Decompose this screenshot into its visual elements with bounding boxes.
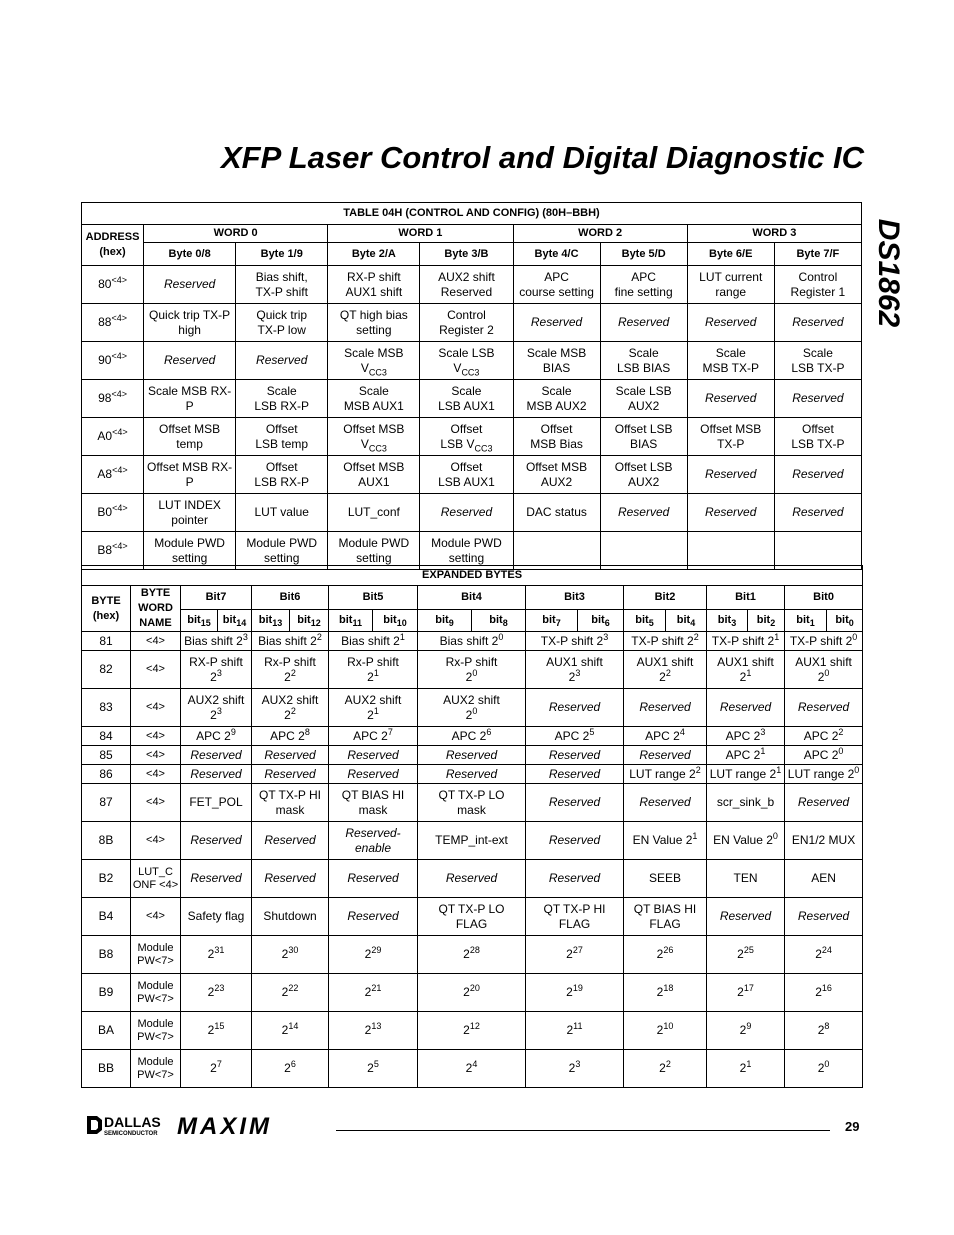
- address-cell: $98^{<4>}$: [82, 380, 144, 418]
- bit-cell: TEMP_int-ext: [418, 822, 526, 860]
- register-cell: Scale LSB AUX2: [600, 380, 687, 418]
- byte-cell: BB: [82, 1050, 131, 1088]
- bit-cell: QT BIAS HI FLAG: [624, 898, 707, 936]
- bit-cell: Reserved: [526, 822, 624, 860]
- bit-cell: Reserved: [329, 765, 418, 784]
- subbit-header: bit$_{14}$: [218, 610, 252, 632]
- subbit-header: bit$_{10}$: [373, 610, 418, 632]
- table-row: [82, 494, 862, 532]
- subbit-header: bit$_4$: [666, 610, 707, 632]
- address-cell: $88^{<4>}$: [82, 304, 144, 342]
- register-cell: Offset LSB BIAS: [600, 418, 687, 456]
- footer-rule: [336, 1130, 830, 1131]
- bit-cell: TX-P shift $2^1$: [707, 632, 785, 651]
- byte-name-cell: Module PW<7>: [131, 974, 181, 1012]
- bit-cell: Reserved: [707, 689, 785, 727]
- bit-cell: QT TX-P LO mask: [418, 784, 526, 822]
- byte-header: Byte 6/E: [687, 243, 774, 266]
- bit-cell: Reserved: [526, 784, 624, 822]
- table-row: [82, 342, 862, 380]
- bit-cell: AUX2 shift $2^0$: [418, 689, 526, 727]
- table-row: [82, 1050, 863, 1088]
- register-cell: Scale MSB RX-P: [144, 380, 236, 418]
- part-number: DS1862: [872, 218, 905, 327]
- bit-cell: Reserved: [785, 689, 863, 727]
- table-row: [82, 765, 863, 784]
- register-cell: Reserved: [420, 494, 513, 532]
- table-row: [82, 974, 863, 1012]
- register-cell: Reserved: [774, 380, 861, 418]
- register-cell: Offset MSB AUX1: [328, 456, 420, 494]
- subbit-header: bit$_{15}$: [181, 610, 218, 632]
- byte-name-cell: Module PW<7>: [131, 1012, 181, 1050]
- byte-header: Byte 5/D: [600, 243, 687, 266]
- byte-cell: 83: [82, 689, 131, 727]
- bit-cell: RX-P shift $2^3$: [181, 651, 252, 689]
- bit-cell: SEEB: [624, 860, 707, 898]
- bit-cell: $2^6$: [252, 1050, 329, 1088]
- bit-cell: Reserved: [526, 746, 624, 765]
- bit-cell: Reserved: [526, 860, 624, 898]
- bit-cell: APC $2^6$: [418, 727, 526, 746]
- register-cell: Scale MSB BIAS: [513, 342, 600, 380]
- byte-name-cell: Module PW<7>: [131, 936, 181, 974]
- bit-cell: APC $2^3$: [707, 727, 785, 746]
- control-config-table: [81, 202, 862, 570]
- byte-header: BYTE (hex): [82, 586, 131, 632]
- bit-cell: Reserved: [526, 689, 624, 727]
- register-cell: [513, 532, 600, 570]
- bit-cell: $2^{28}$: [418, 936, 526, 974]
- register-cell: Control Register 1: [774, 266, 861, 304]
- register-cell: Module PWD setting: [420, 532, 513, 570]
- bit-cell: $2^{31}$: [181, 936, 252, 974]
- register-cell: Quick trip TX-P high: [144, 304, 236, 342]
- register-cell: QT high bias setting: [328, 304, 420, 342]
- table-caption: TABLE 04H (CONTROL AND CONFIG) (80H–BBH): [82, 203, 862, 225]
- register-cell: LUT value: [236, 494, 328, 532]
- bit-cell: Reserved: [418, 746, 526, 765]
- subbit-header: bit$_{12}$: [290, 610, 329, 632]
- table-row: [82, 784, 863, 822]
- bit-cell: $2^{18}$: [624, 974, 707, 1012]
- bit-cell: AUX1 shift $2^1$: [707, 651, 785, 689]
- register-cell: Offset LSB temp: [236, 418, 328, 456]
- subbit-header: bit$_{11}$: [329, 610, 373, 632]
- bit-cell: QT TX-P HI mask: [252, 784, 329, 822]
- register-cell: Scale MSB AUX2: [513, 380, 600, 418]
- bit-cell: $2^{27}$: [526, 936, 624, 974]
- register-cell: Offset LSB AUX1: [420, 456, 513, 494]
- bit-cell: TX-P shift $2^0$: [785, 632, 863, 651]
- byte-word-name-header: BYTE WORD NAME: [131, 586, 181, 632]
- byte-cell: 81: [82, 632, 131, 651]
- register-cell: Scale LSB TX-P: [774, 342, 861, 380]
- word-header: WORD 3: [687, 225, 861, 243]
- bit-cell: AUX2 shift $2^2$: [252, 689, 329, 727]
- bit-cell: $2^{25}$: [707, 936, 785, 974]
- byte-name-cell: <4>: [131, 746, 181, 765]
- register-cell: Offset LSB TX-P: [774, 418, 861, 456]
- byte-name-cell: <4>: [131, 651, 181, 689]
- register-cell: Reserved: [600, 304, 687, 342]
- table-row: [82, 632, 863, 651]
- register-cell: APC course setting: [513, 266, 600, 304]
- bit-cell: Reserved: [252, 746, 329, 765]
- bit-cell: LUT range $2^0$: [785, 765, 863, 784]
- table-row: [82, 266, 862, 304]
- page-number: 29: [845, 1119, 860, 1134]
- byte-cell: 84: [82, 727, 131, 746]
- word-header: WORD 2: [513, 225, 687, 243]
- register-cell: Reserved: [774, 456, 861, 494]
- register-cell: Reserved: [687, 380, 774, 418]
- byte-name-cell: <4>: [131, 765, 181, 784]
- bit-cell: Reserved: [418, 860, 526, 898]
- table-caption: EXPANDED BYTES: [82, 566, 863, 586]
- bit-cell: scr_sink_b: [707, 784, 785, 822]
- bit-cell: APC $2^8$: [252, 727, 329, 746]
- bit-cell: FET_POL: [181, 784, 252, 822]
- page-title: XFP Laser Control and Digital Diagnostic IC: [220, 140, 864, 175]
- bit-cell: Reserved: [329, 898, 418, 936]
- bit-cell: Bias shift $2^2$: [252, 632, 329, 651]
- bit-cell: $2^{10}$: [624, 1012, 707, 1050]
- svg-text:DALLAS: DALLAS: [104, 1114, 161, 1130]
- byte-name-cell: <4>: [131, 822, 181, 860]
- bit-cell: Reserved- enable: [329, 822, 418, 860]
- address-cell: $B0^{<4>}$: [82, 494, 144, 532]
- byte-cell: 85: [82, 746, 131, 765]
- table-row: [82, 822, 863, 860]
- bit-cell: Reserved: [252, 822, 329, 860]
- bit-header: Bit1: [707, 586, 785, 610]
- bit-cell: TX-P shift $2^2$: [624, 632, 707, 651]
- register-cell: Module PWD setting: [236, 532, 328, 570]
- subbit-header: bit$_0$: [827, 610, 863, 632]
- subbit-header: bit$_{13}$: [252, 610, 290, 632]
- register-cell: [774, 532, 861, 570]
- bit-cell: $2^{14}$: [252, 1012, 329, 1050]
- bit-cell: QT TX-P LO FLAG: [418, 898, 526, 936]
- register-cell: [600, 532, 687, 570]
- byte-header: Byte 1/9: [236, 243, 328, 266]
- subbit-header: bit$_1$: [785, 610, 827, 632]
- bit-cell: Rx-P shift $2^2$: [252, 651, 329, 689]
- register-cell: Reserved: [144, 342, 236, 380]
- bit-cell: $2^{17}$: [707, 974, 785, 1012]
- subbit-header: bit$_2$: [748, 610, 785, 632]
- bit-cell: $2^5$: [329, 1050, 418, 1088]
- bit-cell: TX-P shift $2^3$: [526, 632, 624, 651]
- register-cell: LUT INDEX pointer: [144, 494, 236, 532]
- bit-cell: Reserved: [329, 746, 418, 765]
- bit-cell: Reserved: [785, 898, 863, 936]
- bit-cell: $2^{24}$: [785, 936, 863, 974]
- register-cell: Module PWD setting: [328, 532, 420, 570]
- word-header: WORD 0: [144, 225, 328, 243]
- bit-cell: $2^{16}$: [785, 974, 863, 1012]
- byte-header: Byte 0/8: [144, 243, 236, 266]
- bit-cell: APC $2^7$: [329, 727, 418, 746]
- address-cell: $90^{<4>}$: [82, 342, 144, 380]
- dallas-logo-icon: [87, 1116, 102, 1134]
- address-cell: $B8^{<4>}$: [82, 532, 144, 570]
- table-row: [82, 860, 863, 898]
- bit-cell: Reserved: [707, 898, 785, 936]
- byte-header: Byte 3/B: [420, 243, 513, 266]
- bit-cell: $2^{30}$: [252, 936, 329, 974]
- bit-header: Bit3: [526, 586, 624, 610]
- register-cell: Reserved: [600, 494, 687, 532]
- bit-cell: Reserved: [329, 860, 418, 898]
- subbit-header: bit$_5$: [624, 610, 666, 632]
- byte-name-cell: LUT_C ONF <4>: [131, 860, 181, 898]
- register-cell: Reserved: [236, 342, 328, 380]
- register-cell: Reserved: [774, 494, 861, 532]
- bit-cell: QT BIAS HI mask: [329, 784, 418, 822]
- register-cell: Offset MSB $V_{CC3}$: [328, 418, 420, 456]
- byte-cell: B8: [82, 936, 131, 974]
- register-cell: Scale MSB TX-P: [687, 342, 774, 380]
- bit-cell: EN1/2 MUX: [785, 822, 863, 860]
- bit-cell: LUT range $2^1$: [707, 765, 785, 784]
- table-row: [82, 1012, 863, 1050]
- bit-cell: QT TX-P HI FLAG: [526, 898, 624, 936]
- bit-cell: Safety flag: [181, 898, 252, 936]
- byte-name-cell: <4>: [131, 898, 181, 936]
- bit-cell: $2^{23}$: [181, 974, 252, 1012]
- byte-name-cell: Module PW<7>: [131, 1050, 181, 1088]
- register-cell: Reserved: [687, 304, 774, 342]
- bit-cell: Reserved: [624, 746, 707, 765]
- bit-header: Bit2: [624, 586, 707, 610]
- bit-header: Bit7: [181, 586, 252, 610]
- bit-cell: LUT range $2^2$: [624, 765, 707, 784]
- table-row: [82, 456, 862, 494]
- register-cell: Reserved: [687, 456, 774, 494]
- register-cell: Quick trip TX-P low: [236, 304, 328, 342]
- svg-text:MAXIM: MAXIM: [177, 1113, 272, 1138]
- bit-cell: APC $2^9$: [181, 727, 252, 746]
- register-cell: Offset LSB RX-P: [236, 456, 328, 494]
- bit-cell: APC $2^2$: [785, 727, 863, 746]
- register-cell: Offset LSB $V_{CC3}$: [420, 418, 513, 456]
- table-row: [82, 746, 863, 765]
- register-cell: LUT_conf: [328, 494, 420, 532]
- subbit-header: bit$_7$: [526, 610, 578, 632]
- subbit-header: bit$_8$: [472, 610, 526, 632]
- bit-cell: Bias shift $2^0$: [418, 632, 526, 651]
- bit-header: Bit4: [418, 586, 526, 610]
- byte-name-cell: <4>: [131, 784, 181, 822]
- expanded-bytes-table: [81, 565, 863, 1088]
- word-header: WORD 1: [328, 225, 513, 243]
- byte-cell: 86: [82, 765, 131, 784]
- table-row: [82, 727, 863, 746]
- table-row: [82, 651, 863, 689]
- byte-cell: 8B: [82, 822, 131, 860]
- address-header: ADDRESS (hex): [82, 225, 144, 266]
- bit-cell: Reserved: [181, 746, 252, 765]
- bit-cell: Reserved: [624, 784, 707, 822]
- bit-cell: APC $2^1$: [707, 746, 785, 765]
- register-cell: Control Register 2: [420, 304, 513, 342]
- register-cell: Reserved: [144, 266, 236, 304]
- bit-cell: AEN: [785, 860, 863, 898]
- bit-cell: AUX2 shift $2^3$: [181, 689, 252, 727]
- byte-cell: BA: [82, 1012, 131, 1050]
- bit-cell: AUX2 shift $2^1$: [329, 689, 418, 727]
- bit-header: Bit5: [329, 586, 418, 610]
- address-cell: $80^{<4>}$: [82, 266, 144, 304]
- byte-header: Byte 4/C: [513, 243, 600, 266]
- bit-cell: $2^7$: [181, 1050, 252, 1088]
- bit-cell: $2^{29}$: [329, 936, 418, 974]
- bit-cell: Reserved: [252, 765, 329, 784]
- bit-cell: $2^9$: [707, 1012, 785, 1050]
- bit-cell: Reserved: [785, 784, 863, 822]
- byte-header: Byte 7/F: [774, 243, 861, 266]
- table-row: [82, 380, 862, 418]
- bit-cell: Rx-P shift $2^1$: [329, 651, 418, 689]
- table-row: [82, 898, 863, 936]
- bit-cell: EN Value $2^1$: [624, 822, 707, 860]
- bit-cell: $2^{19}$: [526, 974, 624, 1012]
- table-row: [82, 689, 863, 727]
- svg-text:SEMICONDUCTOR: SEMICONDUCTOR: [104, 1131, 158, 1137]
- register-cell: Scale MSB $V_{CC3}$: [328, 342, 420, 380]
- table-row: [82, 936, 863, 974]
- bit-cell: TEN: [707, 860, 785, 898]
- bit-cell: $2^{22}$: [252, 974, 329, 1012]
- subbit-header: bit$_3$: [707, 610, 748, 632]
- bit-cell: $2^{21}$: [329, 974, 418, 1012]
- subbit-header: bit$_9$: [418, 610, 472, 632]
- register-cell: Scale LSB BIAS: [600, 342, 687, 380]
- bit-cell: Rx-P shift $2^0$: [418, 651, 526, 689]
- byte-cell: B4: [82, 898, 131, 936]
- address-cell: $A0^{<4>}$: [82, 418, 144, 456]
- dallas-maxim-logo: [85, 1112, 330, 1138]
- register-cell: Scale LSB $V_{CC3}$: [420, 342, 513, 380]
- bit-cell: $2^{12}$: [418, 1012, 526, 1050]
- register-cell: Offset MSB Bias: [513, 418, 600, 456]
- register-cell: Reserved: [774, 304, 861, 342]
- byte-cell: 87: [82, 784, 131, 822]
- bit-cell: Bias shift $2^3$: [181, 632, 252, 651]
- bit-cell: EN Value $2^0$: [707, 822, 785, 860]
- table-row: [82, 304, 862, 342]
- bit-cell: $2^{26}$: [624, 936, 707, 974]
- byte-cell: B9: [82, 974, 131, 1012]
- byte-header: Byte 2/A: [328, 243, 420, 266]
- register-cell: Scale MSB AUX1: [328, 380, 420, 418]
- bit-cell: $2^3$: [526, 1050, 624, 1088]
- register-cell: Offset LSB AUX2: [600, 456, 687, 494]
- register-cell: Bias shift, TX-P shift: [236, 266, 328, 304]
- register-cell: Offset MSB AUX2: [513, 456, 600, 494]
- address-cell: $A8^{<4>}$: [82, 456, 144, 494]
- byte-name-cell: <4>: [131, 632, 181, 651]
- byte-cell: B2: [82, 860, 131, 898]
- register-cell: Scale LSB AUX1: [420, 380, 513, 418]
- bit-cell: Shutdown: [252, 898, 329, 936]
- bit-cell: Reserved: [624, 689, 707, 727]
- register-cell: Offset MSB temp: [144, 418, 236, 456]
- bit-cell: APC $2^0$: [785, 746, 863, 765]
- register-cell: Reserved: [513, 304, 600, 342]
- bit-cell: $2^{15}$: [181, 1012, 252, 1050]
- bit-cell: $2^{20}$: [418, 974, 526, 1012]
- bit-cell: Reserved: [181, 765, 252, 784]
- bit-cell: $2^{11}$: [526, 1012, 624, 1050]
- bit-cell: $2^8$: [785, 1012, 863, 1050]
- register-cell: [687, 532, 774, 570]
- register-cell: Offset MSB TX-P: [687, 418, 774, 456]
- bit-cell: Reserved: [418, 765, 526, 784]
- register-cell: RX-P shift AUX1 shift: [328, 266, 420, 304]
- bit-cell: Bias shift $2^1$: [329, 632, 418, 651]
- bit-header: Bit6: [252, 586, 329, 610]
- bit-cell: $2^2$: [624, 1050, 707, 1088]
- table-row: [82, 418, 862, 456]
- subbit-header: bit$_6$: [578, 610, 624, 632]
- bit-cell: $2^{13}$: [329, 1012, 418, 1050]
- bit-cell: AUX1 shift $2^2$: [624, 651, 707, 689]
- register-cell: AUX2 shift Reserved: [420, 266, 513, 304]
- bit-cell: Reserved: [526, 765, 624, 784]
- bit-cell: $2^1$: [707, 1050, 785, 1088]
- register-cell: Module PWD setting: [144, 532, 236, 570]
- byte-name-cell: <4>: [131, 689, 181, 727]
- bit-cell: Reserved: [181, 822, 252, 860]
- bit-cell: AUX1 shift $2^0$: [785, 651, 863, 689]
- bit-cell: Reserved: [252, 860, 329, 898]
- byte-name-cell: <4>: [131, 727, 181, 746]
- register-cell: Offset MSB RX-P: [144, 456, 236, 494]
- bit-cell: AUX1 shift $2^3$: [526, 651, 624, 689]
- bit-header: Bit0: [785, 586, 863, 610]
- register-cell: Reserved: [687, 494, 774, 532]
- register-cell: Scale LSB RX-P: [236, 380, 328, 418]
- table-row: [82, 532, 862, 570]
- register-cell: DAC status: [513, 494, 600, 532]
- bit-cell: APC $2^5$: [526, 727, 624, 746]
- bit-cell: $2^4$: [418, 1050, 526, 1088]
- bit-cell: APC $2^4$: [624, 727, 707, 746]
- logo: [85, 1112, 330, 1138]
- byte-cell: 82: [82, 651, 131, 689]
- bit-cell: Reserved: [181, 860, 252, 898]
- bit-cell: $2^0$: [785, 1050, 863, 1088]
- register-cell: LUT current range: [687, 266, 774, 304]
- register-cell: APC fine setting: [600, 266, 687, 304]
